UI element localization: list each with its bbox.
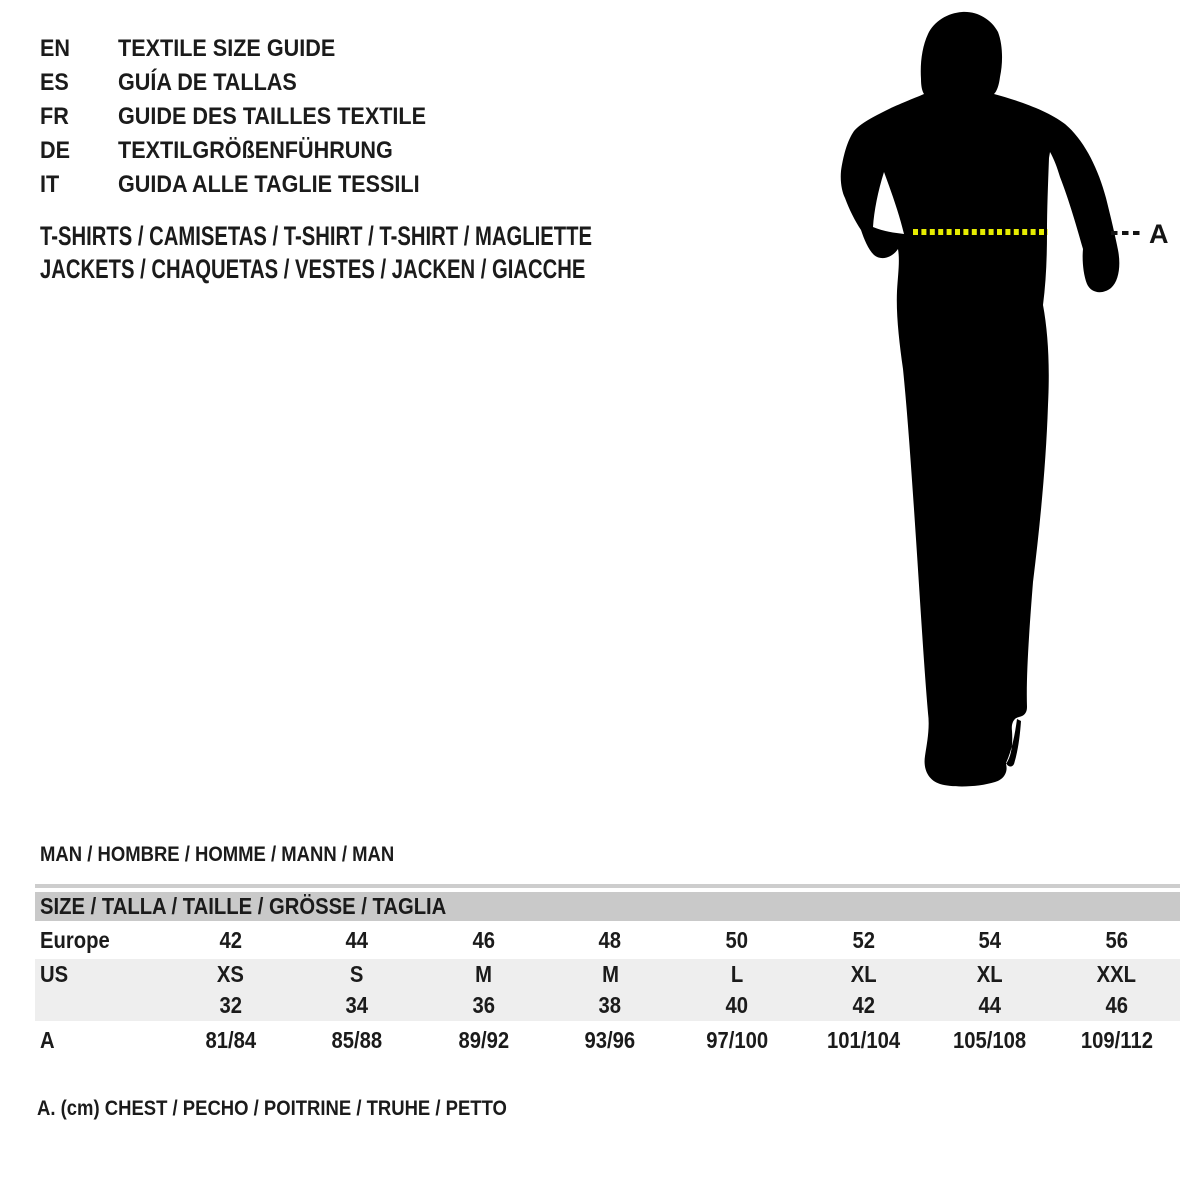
size-value-cell: 54 xyxy=(978,926,1002,953)
size-value-cell: 48 xyxy=(598,926,622,953)
size-value-cell: 97/100 xyxy=(705,1026,768,1053)
row-label-cell: A xyxy=(40,1026,55,1053)
size-value-cell: 38 xyxy=(598,992,622,1018)
silhouette-body xyxy=(841,12,1120,787)
language-code: ES xyxy=(40,69,69,96)
language-row xyxy=(40,134,460,168)
size-value-cell: 36 xyxy=(472,992,495,1018)
garment-type-lines xyxy=(40,220,776,286)
size-value-cell: 34 xyxy=(345,992,369,1018)
size-value-cell: M xyxy=(475,961,492,987)
size-value-cell: 93/96 xyxy=(584,1026,636,1053)
measurement-note-a: A. (cm) CHEST / PECHO / POITRINE / TRUHE / PETTO xyxy=(37,1097,507,1120)
size-table xyxy=(35,921,1180,1059)
language-title: TEXTILE SIZE GUIDE xyxy=(118,35,336,62)
size-value-cell: 89/92 xyxy=(458,1026,509,1053)
table-row-europe xyxy=(35,921,1180,959)
language-title: GUIDA ALLE TAGLIE TESSILI xyxy=(118,171,420,198)
size-value-cell: 56 xyxy=(1105,926,1128,953)
size-value-cell: 32 xyxy=(219,992,242,1018)
language-title-list xyxy=(40,32,460,202)
table-row-us xyxy=(35,959,1180,990)
size-value-cell: 42 xyxy=(852,992,875,1018)
row-label-cell: US xyxy=(40,961,69,987)
size-table-header xyxy=(35,892,1180,921)
language-code: DE xyxy=(40,137,71,164)
language-title: GUIDE DES TAILLES TEXTILE xyxy=(118,103,427,130)
language-code: EN xyxy=(40,35,71,62)
man-section-title: MAN / HOMBRE / HOMME / MANN / MAN xyxy=(40,843,395,866)
size-value-cell: 42 xyxy=(219,926,242,953)
size-value-cell: 50 xyxy=(725,926,749,953)
size-value-cell: 101/104 xyxy=(826,1026,901,1053)
size-value-cell: XL xyxy=(850,961,877,987)
size-value-cell: 52 xyxy=(852,926,875,953)
size-value-cell: 81/84 xyxy=(204,1026,256,1053)
size-value-cell: XXL xyxy=(1096,961,1137,987)
size-value-cell: 44 xyxy=(345,926,369,953)
size-value-cell: 109/112 xyxy=(1080,1026,1153,1053)
man-silhouette-figure xyxy=(820,0,1200,800)
size-value-cell: L xyxy=(730,961,743,987)
language-row xyxy=(40,32,460,66)
size-table-header-label: SIZE / TALLA / TAILLE / GRÖSSE / TAGLIA xyxy=(40,893,447,919)
language-row xyxy=(40,66,460,100)
table-row-chest-a xyxy=(35,1021,1180,1059)
size-value-cell: XL xyxy=(977,961,1003,987)
row-label-cell: Europe xyxy=(40,926,110,953)
size-value-cell: 40 xyxy=(725,992,749,1018)
language-title: GUÍA DE TALLAS xyxy=(118,69,297,96)
language-code: IT xyxy=(40,171,60,198)
row-label-cell xyxy=(35,990,167,1021)
table-row-uk xyxy=(35,990,1180,1021)
size-value-cell: 46 xyxy=(1105,992,1128,1018)
table-top-rule xyxy=(35,884,1180,888)
size-value-cell: 44 xyxy=(978,992,1002,1018)
measure-label-a: A xyxy=(1149,219,1169,249)
size-value-cell: 46 xyxy=(472,926,495,953)
language-row xyxy=(40,100,460,134)
size-value-cell: 105/108 xyxy=(953,1026,1027,1053)
man-silhouette xyxy=(820,0,1200,800)
size-value-cell: M xyxy=(601,961,619,987)
size-value-cell: 85/88 xyxy=(331,1026,383,1053)
size-value-cell: S xyxy=(350,961,364,987)
size-value-cell: XS xyxy=(216,961,244,987)
language-code: FR xyxy=(40,103,69,130)
garment-types-line1: T-SHIRTS / CAMISETAS / T-SHIRT / T-SHIRT / MAGLIETTE xyxy=(40,221,593,251)
language-row xyxy=(40,168,460,202)
language-title: TEXTILGRÖßENFÜHRUNG xyxy=(118,137,393,164)
garment-types-line2: JACKETS / CHAQUETAS / VESTES / JACKEN / GIACCHE xyxy=(40,254,586,284)
